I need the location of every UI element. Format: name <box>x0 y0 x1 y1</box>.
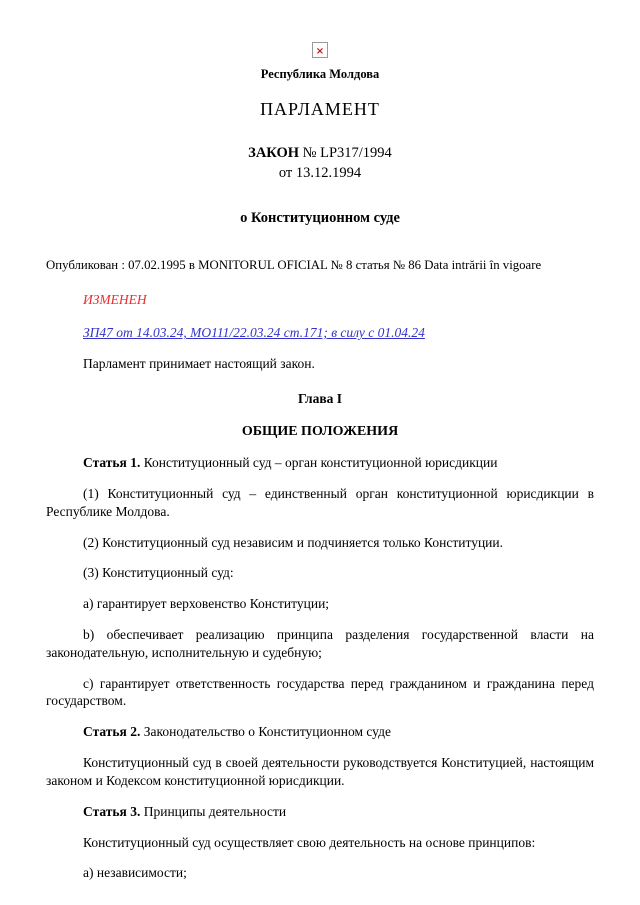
document-title: о Конституционном суде <box>240 210 400 227</box>
article-2-label: Статья 2. <box>83 724 141 740</box>
article-3-title: Принципы деятельности <box>140 803 287 819</box>
article-1-label: Статья 1. <box>83 455 141 471</box>
parliament-heading: ПАРЛАМЕНТ <box>260 99 380 120</box>
amendment-link[interactable]: ЗП47 от 14.03.24, МО111/22.03.24 ст.171; в силу с 01.04.24 <box>83 325 425 341</box>
law-date: от 13.12.1994 <box>278 165 362 182</box>
intro-paragraph: Парламент принимает настоящий закон. <box>83 356 315 372</box>
amended-status: ИЗМЕНЕН <box>83 292 147 308</box>
law-number-line <box>46 144 594 163</box>
list-item-a: а) гарантирует верховенство Конституции; <box>83 596 330 612</box>
chapter-heading: Глава I <box>297 390 343 406</box>
article-2-heading <box>46 723 594 741</box>
list-item-a: а) независимости; <box>83 865 187 881</box>
amendment-link-row <box>83 324 594 342</box>
law-label: ЗАКОН <box>248 145 300 162</box>
article-1-heading <box>46 454 594 472</box>
law-number: № LP317/1994 <box>302 145 392 162</box>
paragraph: (1) Конституционный суд – единственный орган конституционной юрисдикции в Республике Молдова. <box>46 485 594 519</box>
published-line: Опубликован : 07.02.1995 в MONITORUL OFICIAL № 8 статья № 86 Data intrării în vigoare <box>46 257 542 272</box>
article-2-title: Законодательство о Конституционном суде <box>140 724 391 740</box>
article-3-heading <box>46 803 594 821</box>
paragraph: (2) Конституционный суд независим и подчиняется только Конституции. <box>83 534 503 550</box>
paragraph: (3) Конституционный суд: <box>83 565 234 581</box>
broken-image-icon <box>312 42 328 58</box>
broken-image-x-glyph: × <box>315 45 325 57</box>
list-item-c: с) гарантирует ответственность государства перед гражданином и гражданина перед государством. <box>46 675 594 709</box>
republic-heading: Республика Молдова <box>260 66 380 81</box>
paragraph: Конституционный суд осуществляет свою деятельность на основе принципов: <box>83 834 536 850</box>
chapter-title-heading: ОБЩИЕ ПОЛОЖЕНИЯ <box>241 423 399 439</box>
article-1-title: Конституционный суд – орган конституционной юрисдикции <box>140 455 498 471</box>
broken-image-row <box>46 40 594 58</box>
list-item-b: b) обеспечивает реализацию принципа разделения государственной власти на законодательную, исполнительную и судебную; <box>46 627 594 660</box>
article-3-label: Статья 3. <box>83 803 141 819</box>
paragraph: Конституционный суд в своей деятельности руководствуется Конституцией, настоящим законом и Кодексом конституционной юрисдикции. <box>46 755 594 788</box>
